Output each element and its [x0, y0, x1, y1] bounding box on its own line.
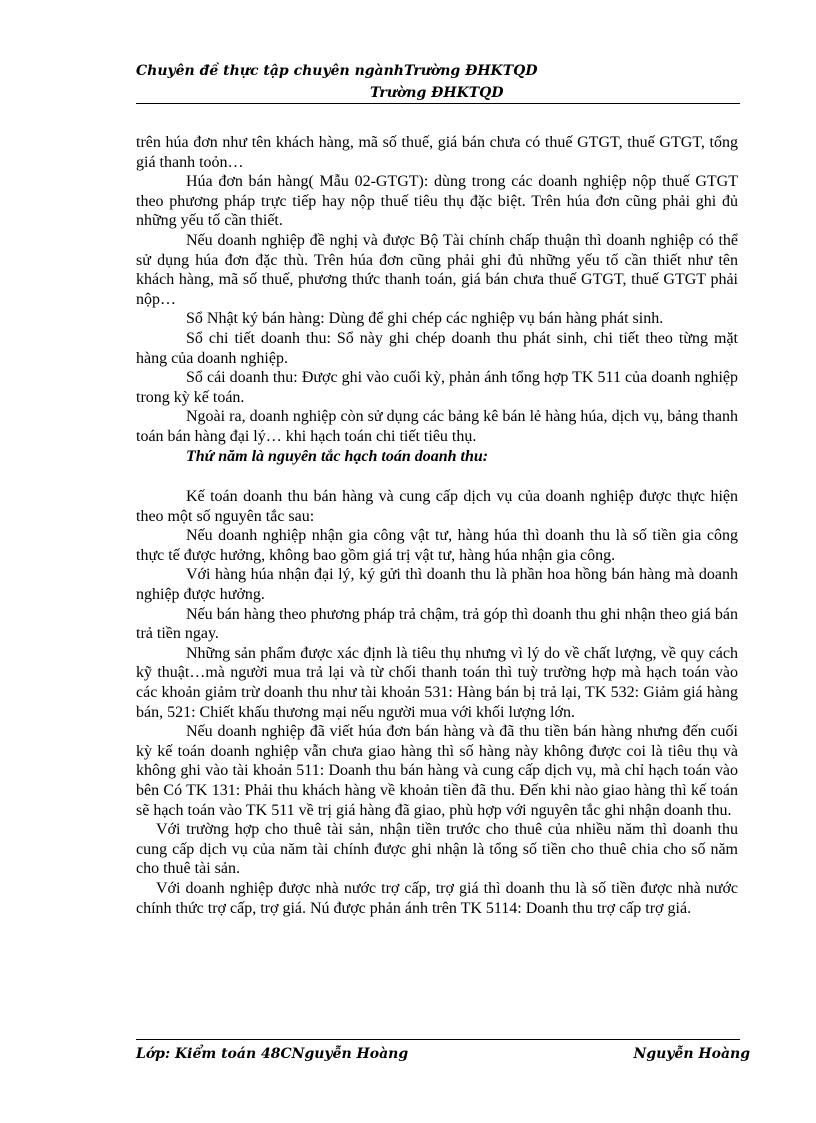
header-title: Chuyên đề thực tập chuyên ngànhTrường ĐHKTQD [136, 63, 538, 79]
paragraph: Những sản phẩm được xác định là tiêu thụ nhưng vì lý do về chất lượng, về quy cách kỹ thuật…mà người mua trả lại và từ chối thanh toán thì tuỳ trường hợp mà hạch toán vào các khoản giảm trừ doanh thu như tài khoản 531: Hàng bán bị trả lại, TK 532: Giảm giá hàng bán, 521: Chiết khấu thương mại nếu người mua với khối lượng lớn. [136, 644, 738, 721]
paragraph: Sổ cái doanh thu: Được ghi vào cuối kỳ, phản ánh tổng hợp TK 511 của doanh nghiệp trong kỳ kế toán. [136, 369, 738, 406]
blank-line [136, 466, 738, 487]
paragraph: trên húa đơn như tên khách hàng, mã số thuế, giá bán chưa có thuế GTGT, thuế GTGT, tổng giá thanh toỏn… [136, 134, 738, 171]
footer-author: Nguyễn Hoàng [633, 1046, 750, 1062]
paragraph: Sổ chi tiết doanh thu: Sổ này ghi chép doanh thu phát sinh, chi tiết theo từng mặt hàng của doanh nghiệp. [136, 329, 738, 367]
document-body [136, 133, 738, 918]
paragraph: Nếu doanh nghiệp nhận gia công vật tư, hàng húa thì doanh thu là số tiền gia công thực tế được hưởng, không bao gồm giá trị vật tư, hàng húa nhận gia công. [136, 527, 738, 564]
header-divider [136, 103, 740, 104]
paragraph: Nếu bán hàng theo phương pháp trả chậm, trả góp thì doanh thu ghi nhận theo giá bán trả tiền ngay. [136, 605, 738, 643]
page-footer [136, 1043, 750, 1065]
page-header [136, 60, 740, 104]
paragraph: Sổ Nhật ký bán hàng: Dùng để ghi chép các nghiệp vụ bán hàng phát sinh. [186, 310, 664, 328]
section-heading: Thứ năm là nguyên tắc hạch toán doanh thu: [186, 447, 489, 465]
paragraph: Nếu doanh nghiệp đã viết húa đơn bán hàng và đã thu tiền bán hàng nhưng đến cuối kỳ kế toán doanh nghiệp vẫn chưa giao hàng thì số hàng này không được coi là tiêu thụ và không ghi vào tài khoản 511: Doanh thu bán hàng và cung cấp dịch vụ, mà chỉ hạch toán vào bên Có TK 131: Phải thu khách hàng về khoản tiền đã thu. Đến khi nào giao hàng thì kế toán sẽ hạch toán vào TK 511 về trị giá hàng đã giao, phù hợp với nguyên tắc ghi nhận doanh thu. [136, 723, 738, 819]
footer-divider [136, 1039, 740, 1040]
paragraph: Ngoài ra, doanh nghiệp còn sử dụng các bảng kê bán lẻ hàng húa, dịch vụ, bảng thanh toán bán hàng đại lý… khi hạch toán chi tiết tiêu thụ. [136, 408, 738, 445]
footer-class-label: Lớp: Kiểm toán 48CNguyễn Hoàng [136, 1046, 409, 1062]
paragraph: Với trường hợp cho thuê tài sản, nhận tiền trước cho thuê của nhiều năm thì doanh thu cung cấp dịch vụ của năm tài chính được ghi nhận là tổng số tiền cho thuê chia cho số năm cho thuê tài sản. [136, 821, 738, 878]
paragraph: Với hàng húa nhận đại lý, ký gửi thì doanh thu là phần hoa hồng bán hàng mà doanh nghiệp được hưởng. [136, 566, 738, 604]
paragraph: Kế toán doanh thu bán hàng và cung cấp dịch vụ của doanh nghiệp được thực hiện theo một số nguyên tắc sau: [136, 488, 738, 525]
paragraph: Nếu doanh nghiệp đề nghị và được Bộ Tài chính chấp thuận thì doanh nghiệp có thể sử dụng húa đơn đặc thù. Trên húa đơn cũng phải ghi đủ những yếu tố cần thiết như tên khách hàng, mã số thuế, phương thức thanh toán, giá bán chưa thuế GTGT, thuế GTGT phải nộp… [136, 231, 738, 308]
paragraph: Húa đơn bán hàng( Mẫu 02-GTGT): dùng trong các doanh nghiệp nộp thuế GTGT theo phương pháp trực tiếp hay nộp thuế tiêu thụ đặc biệt. Trên húa đơn cũng phải ghi đủ những yếu tố cần thiết. [136, 173, 738, 230]
header-school: Trường ĐHKTQD [370, 85, 504, 101]
paragraph: Với doanh nghiệp được nhà nước trợ cấp, trợ giá thì doanh thu là số tiền được nhà nước chính thức trợ cấp, trợ giá. Nú được phản ánh trên TK 5114: Doanh thu trợ cấp trợ giá. [136, 879, 738, 917]
